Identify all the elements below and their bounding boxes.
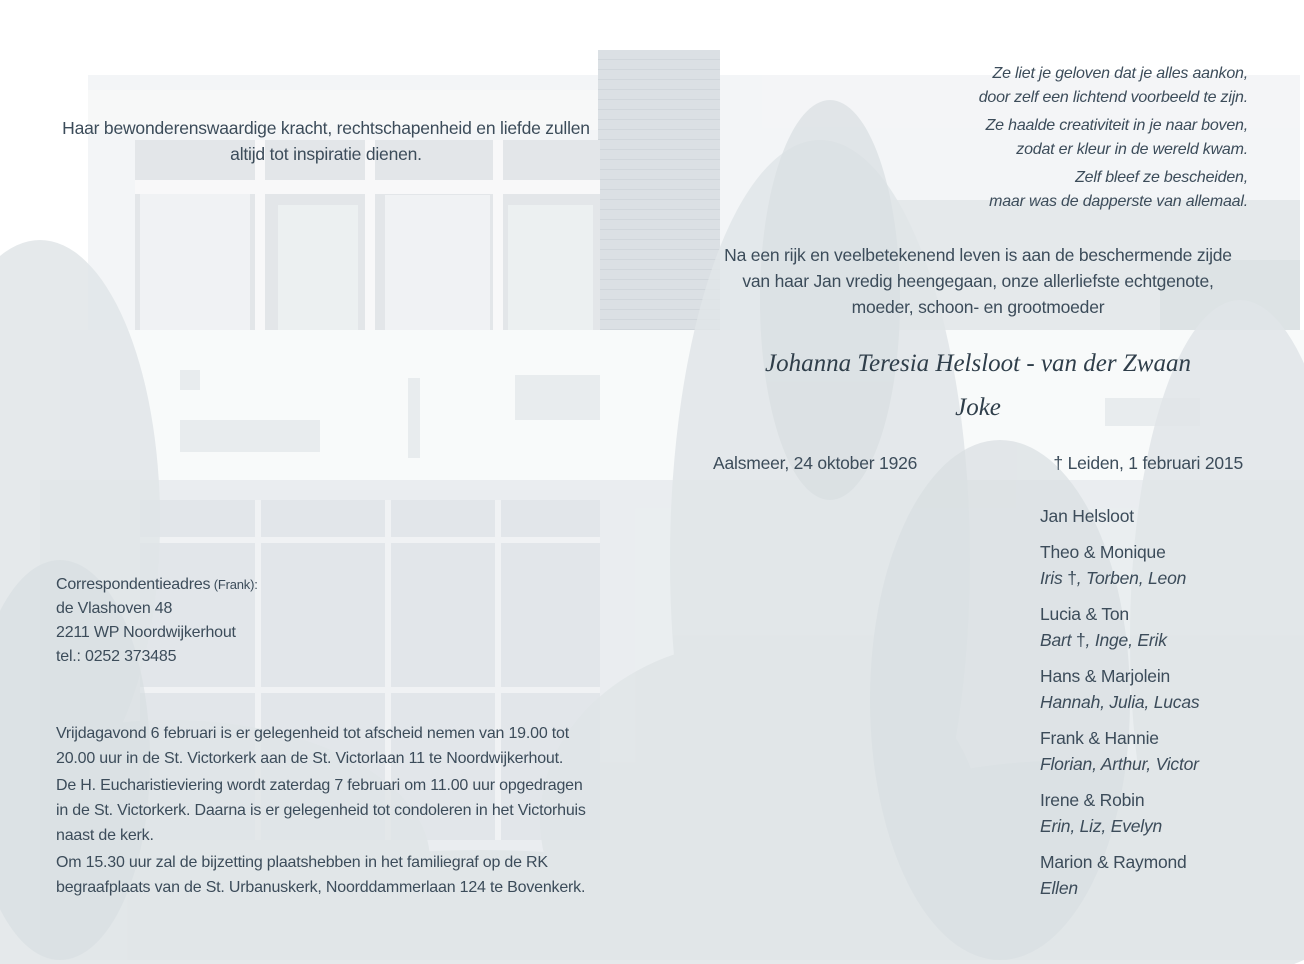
correspondence-address: [56, 573, 416, 669]
family-children: Florian, Arthur, Victor: [1040, 754, 1199, 774]
family-children: Ellen: [1040, 878, 1078, 898]
correspondence-note: (Frank):: [210, 577, 258, 592]
children-rest: , Torben, Leon: [1076, 568, 1187, 588]
family-children: Erin, Liz, Evelyn: [1040, 816, 1163, 836]
deceased-mark: †: [1062, 568, 1077, 588]
announcement-line-2: van haar Jan vredig heengegaan, onze allerliefste echtgenote,: [742, 271, 1214, 291]
children-first: Bart: [1040, 630, 1072, 650]
announcement-line-1: Na een rijk en veelbetekenend leven is aan de beschermende zijde: [724, 245, 1232, 265]
family-group: [1040, 539, 1290, 591]
family-children: [1040, 627, 1290, 653]
announcement-line-3: moeder, schoon- en grootmoeder: [851, 297, 1105, 317]
poem-line-5: Zelf bleef ze bescheiden,: [1075, 169, 1248, 186]
announcement: [700, 242, 1256, 320]
arrangements-paragraph-1: [56, 721, 616, 771]
family-children: Hannah, Julia, Lucas: [1040, 692, 1200, 712]
arrangements-paragraph-2: [56, 773, 616, 848]
family-parents: Theo & Monique: [1040, 542, 1166, 562]
arrangements-line: naast de kerk.: [56, 827, 154, 844]
poem-line-4: zodat er kleur in de wereld kwam.: [1016, 141, 1248, 158]
spouse-name: Jan Helsloot: [1040, 506, 1134, 526]
family-list: [1040, 503, 1290, 901]
deceased-nickname: Joke: [955, 394, 1001, 421]
poem: [840, 62, 1248, 214]
death-date: † Leiden, 1 februari 2015: [1053, 453, 1243, 473]
left-quote: [40, 115, 612, 167]
family-group: [1040, 663, 1290, 715]
family-group: [1040, 601, 1290, 653]
children-first: Iris: [1040, 568, 1063, 588]
family-children: [1040, 565, 1290, 591]
children-rest: , Inge, Erik: [1085, 630, 1167, 650]
arrangements-line: 20.00 uur in de St. Victorkerk aan de St. Victorlaan 11 te Noordwijkerhout.: [56, 750, 564, 767]
birth-date: Aalsmeer, 24 oktober 1926: [713, 453, 918, 473]
correspondence-street: de Vlashoven 48: [56, 600, 173, 617]
left-quote-line-2: altijd tot inspiratie dienen.: [230, 144, 422, 164]
family-parents: Hans & Marjolein: [1040, 666, 1171, 686]
correspondence-phone: tel.: 0252 373485: [56, 648, 177, 665]
poem-line-1: Ze liet je geloven dat je alles aankon,: [992, 65, 1248, 82]
arrangements-paragraph-3: [56, 850, 616, 900]
poem-line-3: Ze haalde creativiteit in je naar boven,: [985, 117, 1248, 134]
family-parents: Marion & Raymond: [1040, 852, 1187, 872]
arrangements-line: in de St. Victorkerk. Daarna is er gelegenheid tot condoleren in het Victorhuis: [56, 802, 586, 819]
left-quote-line-1: Haar bewonderenswaardige kracht, rechtschapenheid en liefde zullen: [62, 118, 590, 138]
poem-line-6: maar was de dapperste van allemaal.: [989, 193, 1248, 210]
correspondence-label: Correspondentieadres: [56, 576, 211, 593]
arrangements-line: Vrijdagavond 6 februari is er gelegenheid tot afscheid nemen van 19.00 tot: [56, 725, 569, 742]
family-parents: Frank & Hannie: [1040, 728, 1159, 748]
family-parents: Irene & Robin: [1040, 790, 1145, 810]
deceased-full-name: Johanna Teresia Helsloot - van der Zwaan: [765, 350, 1191, 377]
correspondence-city: 2211 WP Noordwijkerhout: [56, 624, 236, 641]
deceased-mark: †: [1071, 630, 1086, 650]
arrangements-line: Om 15.30 uur zal de bijzetting plaatshebben in het familiegraf op de RK: [56, 854, 548, 871]
family-parents: Lucia & Ton: [1040, 604, 1129, 624]
arrangements-line: De H. Eucharistieviering wordt zaterdag 7 februari om 11.00 uur opgedragen: [56, 777, 583, 794]
funeral-arrangements: [56, 721, 616, 900]
correspondence-label-line: [56, 573, 416, 597]
family-group: [1040, 787, 1290, 839]
family-group: [1040, 725, 1290, 777]
family-group: [1040, 849, 1290, 901]
arrangements-line: begraafplaats van de St. Urbanuskerk, Noorddammerlaan 124 te Bovenkerk.: [56, 879, 586, 896]
poem-line-2: door zelf een lichtend voorbeeld te zijn.: [978, 89, 1248, 106]
